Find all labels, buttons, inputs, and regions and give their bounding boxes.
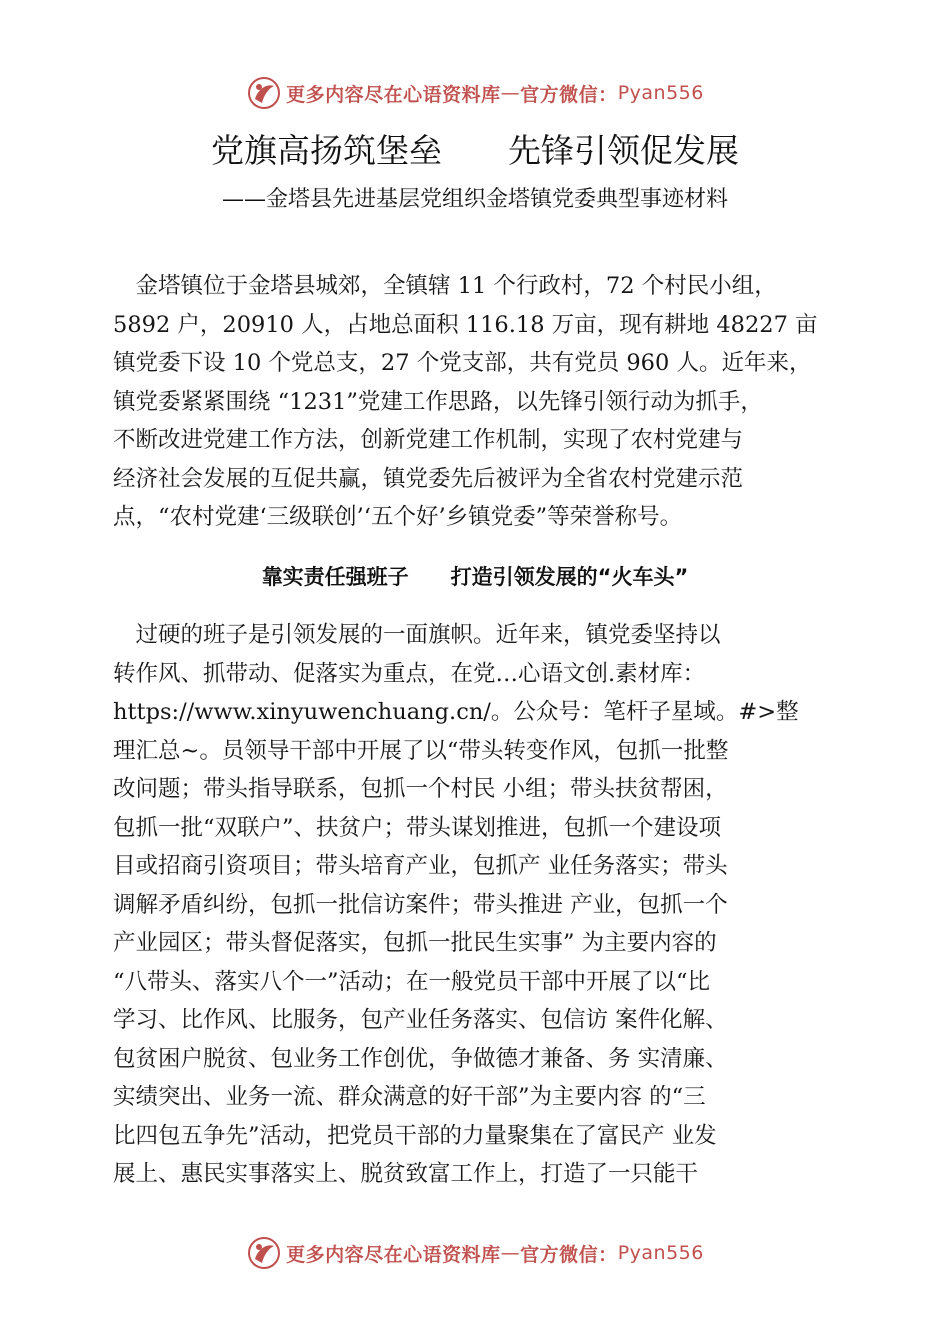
text-line: “八带头、落实八个一”活动；在一般党员干部中开展了以“比 bbox=[113, 968, 711, 995]
watermark-wechat-id: Pyan556 bbox=[617, 1242, 704, 1264]
paragraph-body bbox=[113, 616, 853, 1194]
text-line: 比四包五争先”活动，把党员干部的力量聚集在了富民产 业发 bbox=[113, 1122, 717, 1149]
text-line: 经济社会发展的互促共赢，镇党委先后被评为全省农村党建示范 bbox=[113, 465, 744, 492]
text-line: 5892 户，20910 人，占地总面积 116.18 万亩，现有耕地 48227 亩 bbox=[113, 311, 818, 338]
text-line: 不断改进党建工作方法，创新党建工作机制，实现了农村党建与 bbox=[113, 427, 744, 453]
text-line: 展上、惠民实事落实上、脱贫致富工作上，打造了一只能干 bbox=[113, 1161, 699, 1187]
text-line: 实绩突出、业务一流、群众满意的好干部”为主要内容 的“三 bbox=[113, 1084, 706, 1110]
watermark-wechat-label: 官方微信： bbox=[520, 1243, 618, 1266]
text-line: 点，“农村党建‘三级联创’‘五个好’乡镇党委”等荣誉称号。 bbox=[113, 504, 683, 530]
text-line: 过硬的班子是引领发展的一面旗帜。近年来，镇党委坚持以 bbox=[113, 622, 721, 648]
text-line: 改问题；带头指导联系，包抓一个村民 小组；带头扶贫帮困， bbox=[113, 776, 728, 802]
document-title: 党旗高扬筑堡垒 先锋引领促发展 bbox=[211, 131, 739, 170]
text-line: 镇党委下设 10 个党总支，27 个党支部，共有党员 960 人。近年来， bbox=[113, 350, 812, 376]
text-line: 产业园区；带头督促落实，包抓一批民生实事” 为主要内容的 bbox=[113, 930, 717, 956]
text-line: 镇党委紧紧围绕 “1231”党建工作思路，以先锋引领行动为抓手， bbox=[113, 388, 763, 415]
text-line: 学习、比作风、比服务，包产业任务落实、包信访 案件化解、 bbox=[113, 1007, 728, 1033]
text-line: 包贫困户脱贫、包业务工作创优，争做德才兼备、务 实清廉、 bbox=[113, 1045, 728, 1072]
text-line: 理汇总~。员领导干部中开展了以“带头转变作风，包抓一批整 bbox=[113, 737, 729, 764]
text-line: 包抓一批“双联户”、扶贫户；带头谋划推进，包抓一个建设项 bbox=[113, 814, 722, 841]
watermark-logo-icon bbox=[246, 75, 282, 111]
text-line: 调解矛盾纠纷，包抓一批信访案件；带头推进 产业，包抓一个 bbox=[113, 891, 728, 918]
text-line: 转作风、抓带动、促落实为重点，在党…心语文创.素材库： bbox=[113, 660, 706, 687]
watermark-banner-top bbox=[0, 73, 950, 113]
watermark-wechat-label: 官方微信： bbox=[520, 83, 618, 106]
text-line: 金塔镇位于金塔县城郊，全镇辖 11 个行政村，72 个村民小组， bbox=[113, 273, 777, 299]
section-heading: 靠实责任强班子 打造引领发展的“火车头” bbox=[261, 565, 689, 589]
watermark-dash: — bbox=[500, 1242, 521, 1264]
watermark-dash: — bbox=[500, 82, 521, 104]
watermark-wechat-id: Pyan556 bbox=[617, 82, 704, 104]
document-subtitle: ——金塔县先进基层党组织金塔镇党委典型事迹材料 bbox=[221, 187, 728, 212]
text-line: https://www.xinyuwenchuang.cn/。公众号：笔杆子星域。#>整 bbox=[113, 699, 799, 725]
watermark-banner-bottom bbox=[0, 1233, 950, 1273]
paragraph-intro bbox=[113, 267, 853, 537]
watermark-text: 更多内容尽在心语资料库 bbox=[286, 1243, 501, 1266]
text-line: 目或招商引资项目；带头培育产业，包抓产 业任务落实；带头 bbox=[113, 853, 728, 879]
watermark-logo-icon bbox=[246, 1235, 282, 1271]
watermark-text: 更多内容尽在心语资料库 bbox=[286, 83, 501, 106]
